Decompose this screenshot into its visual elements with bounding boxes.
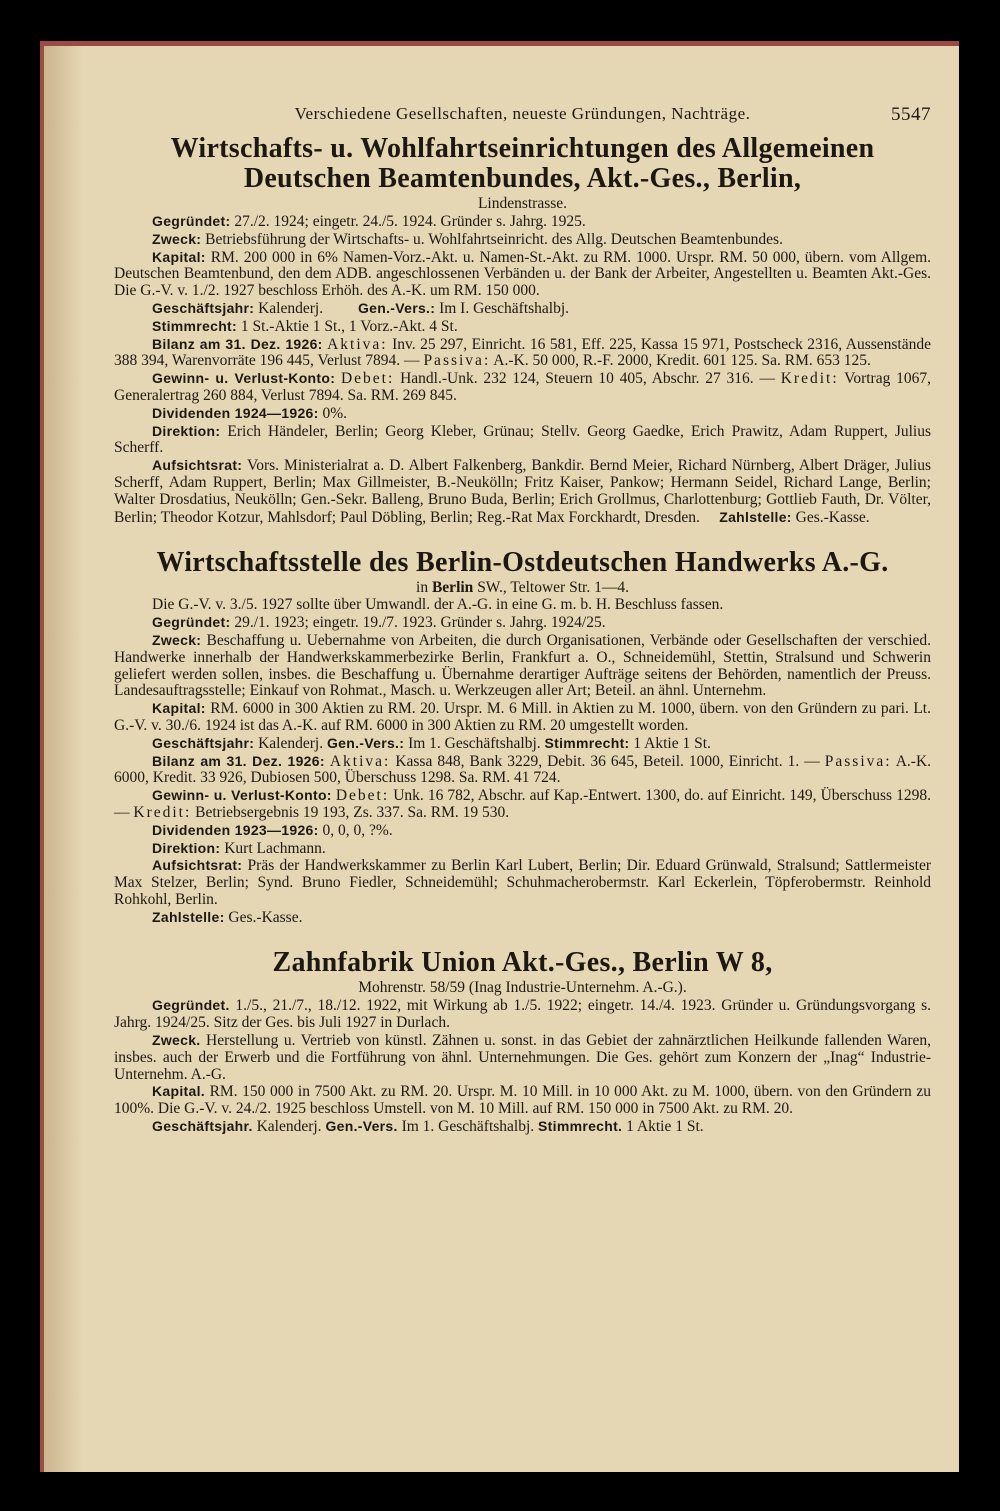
geschaeftsjahr-paragraph xyxy=(114,735,931,753)
gegruendet-paragraph xyxy=(114,213,931,231)
value: Vors. Ministerialrat a. D. Albert Falkenberg, Bankdir. Bernd Meier, Richard Nürnberg, Albert Dräger, Julius Scherff, Adam Ruppert, Berlin; Max Gillmeister, B.-Neukölln; Fritz Kaiser, Pankow; Hermann Seidel, Richard Lange, Berlin; Walter Drosdatius, Neukölln; Gen.-Sekr. Balleng, Bruno Buda, Berlin; Erich Grollmus, Charlottenburg; Gottlieb Fauth, Dr. Völter, Berlin; Theodor Kotzur, Mahlsdorf; Paul Döbling, Berlin; Reg.-Rat Max Forckhardt, Dresden. xyxy=(114,457,931,526)
value: 1./5., 21./7., 18./12. 1922, mit Wirkung ab 1./5. 1922; eingetr. 14./4. 1923. Gründer u. Gründungsvorgang s. Jahrg. 1924/25. Sitz der Ges. bis Juli 1927 in Durlach. xyxy=(114,997,932,1032)
label: Gegründet: xyxy=(152,614,231,631)
value: Kassa 848, Bank 3229, Debit. 36 645, Beteil. 1000, Einricht. 1. — xyxy=(395,752,820,770)
value: Im 1. Geschäftshalbj. xyxy=(401,1118,535,1136)
label: Gegründet: xyxy=(152,213,231,229)
value: RM. 150 000 in 7500 Akt. zu RM. 20. Urspr. M. 10 Mill. in 10 000 Akt. zu M. 1000, übern. von den Gründern zu 100%. Die G.-V. v. 24./2. 1925 beschloss Umstell. von M. 10 Mill. auf RM. 150 000 in 7500 Akt. zu RM. 20. xyxy=(114,1083,932,1118)
value: A.-K. 6000, Kredit. 33 926, Dubiosen 500, Überschuss 1298. Sa. RM. 41 724. xyxy=(114,752,932,787)
value: RM. 6000 in 300 Aktien zu RM. 20. Urspr. M. 6 Mill. in Aktien zu M. 1000, übern. von den Gründern zu pari. Lt. G.-V. v. 30./6. 1924 ist das A.-K. auf RM. 6000 in 300 Aktien zu RM. 20 umgestellt worden. xyxy=(114,700,931,734)
page-number: 5547 xyxy=(891,104,931,125)
value: 29./1. 1923; eingetr. 19./7. 1923. Gründer s. Jahrg. 1924/25. xyxy=(234,614,606,632)
value: Ges.-Kasse. xyxy=(795,508,870,526)
entry-title: Wirtschaftsstelle des Berlin-Ostdeutschen Handwerks A.-G. xyxy=(156,547,889,579)
label: Aktiva: xyxy=(329,752,391,770)
value: Vortrag 1067, Generalertrag 260 884, Verlust 7894. Sa. RM. 269 845. xyxy=(114,370,931,404)
value: Ges.-Kasse. xyxy=(228,908,303,926)
guv-paragraph xyxy=(114,370,931,405)
value: Kalenderj. xyxy=(258,734,324,752)
value: 0%. xyxy=(322,404,348,422)
label: Zahlstelle: xyxy=(152,908,225,925)
entry-address: Lindenstrasse. xyxy=(477,195,568,212)
entry-beamtenbund xyxy=(114,134,931,526)
value: RM. 200 000 in 6% Namen-Vorz.-Akt. u. Namen-St.-Akt. zu RM. 1000. Urspr. RM. 50 000, übern. vom Allgem. Deutschen Beamtenbund, den dem ADB. angeschlossenen Verbänden u. der Bank der Arbeiter, Angestellten u. Beamten Akt.-Ges. Die G.-V. v. 1./2. 1927 beschloss Erhöh. des A.-K. um RM. 150 000. xyxy=(114,248,932,300)
label: Zahlstelle: xyxy=(719,508,792,525)
label: Zweck: xyxy=(152,230,202,247)
label: Stimmrecht: xyxy=(152,317,237,334)
aufsichtsrat-paragraph xyxy=(114,457,931,526)
zweck-paragraph xyxy=(114,231,931,249)
geschaeftsjahr-paragraph xyxy=(114,1118,931,1136)
note-paragraph: Die G.-V. v. 3./5. 1927 sollte über Umwandl. der A.-G. in eine G. m. b. H. Beschluss fassen. xyxy=(152,596,724,614)
address-prefix: in xyxy=(416,579,429,597)
label: Geschäftsjahr: xyxy=(152,299,255,316)
address-street: SW., Teltower Str. 1—4. xyxy=(477,579,629,597)
label: Gen.-Vers.: xyxy=(357,299,436,316)
value: A.-K. 50 000, R.-F. 2000, Kredit. 601 125. Sa. RM. 653 125. xyxy=(493,352,871,370)
value: 1 Aktie 1 St. xyxy=(626,1118,704,1136)
value: Im I. Geschäftshalbj. xyxy=(439,299,570,317)
label: Debet: xyxy=(335,787,390,805)
label: Geschäftsjahr. xyxy=(152,1118,253,1135)
zweck-paragraph xyxy=(114,632,931,700)
label: Bilanz am 31. Dez. 1926: xyxy=(152,335,323,352)
label: Aufsichtsrat: xyxy=(152,457,243,474)
label: Gewinn- u. Verlust-Konto: xyxy=(152,787,332,804)
label: Debet: xyxy=(340,370,395,388)
aufsichtsrat-paragraph xyxy=(114,857,931,908)
label: Bilanz am 31. Dez. 1926: xyxy=(152,752,325,769)
value: 1 St.-Aktie 1 St., 1 Vorz.-Akt. 4 St. xyxy=(240,317,458,335)
running-title: Verschiedene Gesellschaften, neueste Gründungen, Nachträge. xyxy=(294,104,751,123)
label: Gen.-Vers.: xyxy=(326,734,405,751)
kapital-paragraph xyxy=(114,1083,931,1118)
value: Kalenderj. xyxy=(258,299,324,317)
gegruendet-paragraph xyxy=(114,614,931,632)
label: Dividenden 1923—1926: xyxy=(152,821,319,838)
zahlstelle-paragraph xyxy=(114,909,931,927)
label: Direktion: xyxy=(152,422,221,439)
bilanz-paragraph xyxy=(114,753,931,788)
label: Kapital: xyxy=(152,248,206,265)
value: Erich Händeler, Berlin; Georg Kleber, Grünau; Stellv. Georg Gaedke, Erich Prawitz, Adam Ruppert, Julius Scherff. xyxy=(114,422,932,457)
value: Handl.-Unk. 232 124, Steuern 10 405, Abschr. 27 316. — xyxy=(400,370,775,388)
label: Dividenden 1924—1926: xyxy=(152,404,319,421)
label: Aktiva: xyxy=(327,335,388,353)
label: Kredit: xyxy=(133,803,192,821)
stimmrecht-paragraph xyxy=(114,318,931,336)
page-spine-shadow xyxy=(44,46,84,1472)
entry-address xyxy=(114,578,931,597)
value: Betriebsergebnis 19 193, Zs. 337. Sa. RM. 19 530. xyxy=(195,803,510,821)
entry-title-line: Wirtschafts- u. Wohlfahrtseinrichtungen des Allgemeinen xyxy=(170,133,875,164)
kapital-paragraph xyxy=(114,249,931,300)
value: Kalenderj. xyxy=(256,1118,322,1136)
value: Unk. 16 782, Abschr. auf Kap.-Entwert. 1300, do. auf Einricht. 149, Überschuss 1298. — xyxy=(114,787,931,821)
entry-address: Mohrenstr. 58/59 (Inag Industrie-Unternehm. A.-G.). xyxy=(358,979,687,997)
value: Beschaffung u. Uebernahme von Arbeiten, die durch Organisationen, Verbände oder Gesellschaften der verschied. Handwerke innerhalb der Handwerkskammerbezirke Berlin, Frankfurt a. O., Schneidemühl, Stettin, Stralsund und Schwerin geliefert werden sollen, insbes. die Beschaffung u. Übernahme derartiger Aufträge seitens der Behörden, namentlich der Preuss. Landesauftragsstelle; Einkauf von Rohmat., Masch. u. Werkzeugen aller Art; Beteil. an ähnl. Unternehm. xyxy=(114,631,932,700)
label: Aufsichtsrat: xyxy=(152,857,243,874)
label: Zweck. xyxy=(152,1032,201,1049)
value: 27./2. 1924; eingetr. 24./5. 1924. Gründer s. Jahrg. 1925. xyxy=(234,213,586,230)
label: Stimmrecht: xyxy=(544,734,630,751)
label: Gegründet. xyxy=(152,997,230,1014)
value: Betriebsführung der Wirtschafts- u. Wohlfahrtseinricht. des Allg. Deutschen Beamtenbundes. xyxy=(205,230,783,248)
value: Im 1. Geschäftshalbj. xyxy=(408,734,541,752)
label: Kapital: xyxy=(152,700,206,717)
value: 1 Aktie 1 St. xyxy=(633,734,711,752)
label: Geschäftsjahr: xyxy=(152,734,255,751)
zweck-paragraph xyxy=(114,1032,931,1083)
value: Präs der Handwerkskammer zu Berlin Karl Lubert, Berlin; Dir. Eduard Grünwald, Stralsund; Sattlermeister Max Stelzer, Berlin; Synd. Bruno Fiedler, Schneidemühl; Schuhmacherobermstr. Karl Eckerlein, Töpferobermstr. Reinhold Rohkohl, Berlin. xyxy=(114,857,932,908)
entry-title: Zahnfabrik Union Akt.-Ges., Berlin W 8, xyxy=(272,947,773,979)
value: Inv. 25 297, Einricht. 16 581, Eff. 225, Kassa 15 971, Postscheck 2316, Aussenstände 388 394, Warenvorräte 196 445, Verlust 7894. — xyxy=(114,335,931,370)
label: Passiva: xyxy=(423,352,491,370)
entry-title xyxy=(114,134,931,194)
book-page xyxy=(40,41,959,1472)
label: Direktion: xyxy=(152,839,221,856)
dividenden-paragraph xyxy=(114,822,931,840)
value: 0, 0, 0, ?%. xyxy=(322,821,393,839)
direktion-paragraph xyxy=(114,840,931,858)
bilanz-paragraph xyxy=(114,336,931,371)
label: Passiva: xyxy=(824,752,892,770)
label: Gewinn- u. Verlust-Konto: xyxy=(152,370,336,387)
label: Kapital. xyxy=(152,1083,205,1100)
value: Herstellung u. Vertrieb von künstl. Zähnen u. sonst. in das Gebiet der zahnärztlichen Heilkunde fallenden Waren, insbes. auch der Erwerb und die Fortführung von ähnl. Unternehmungen. Die Ges. gehört zum Konzern der „Inag“ Industrie-Unternehm. A.-G. xyxy=(114,1032,931,1083)
address-city: Berlin xyxy=(431,579,474,597)
kapital-paragraph xyxy=(114,700,931,735)
label: Kredit: xyxy=(780,370,839,388)
gegruendet-paragraph xyxy=(114,997,931,1032)
page-content xyxy=(114,104,931,1136)
running-header xyxy=(114,104,931,134)
dividenden-paragraph xyxy=(114,405,931,423)
entry-handwerk xyxy=(114,548,931,926)
label: Stimmrecht. xyxy=(538,1118,623,1135)
value: Kurt Lachmann. xyxy=(224,839,326,857)
guv-paragraph xyxy=(114,787,931,822)
geschaeftsjahr-paragraph xyxy=(114,300,931,318)
entry-zahnfabrik xyxy=(114,948,931,1135)
label: Zweck: xyxy=(152,631,202,648)
entry-title-line: Deutschen Beamtenbundes, Akt.-Ges., Berlin, xyxy=(243,163,802,194)
label: Gen.-Vers. xyxy=(325,1118,398,1135)
direktion-paragraph xyxy=(114,423,931,458)
